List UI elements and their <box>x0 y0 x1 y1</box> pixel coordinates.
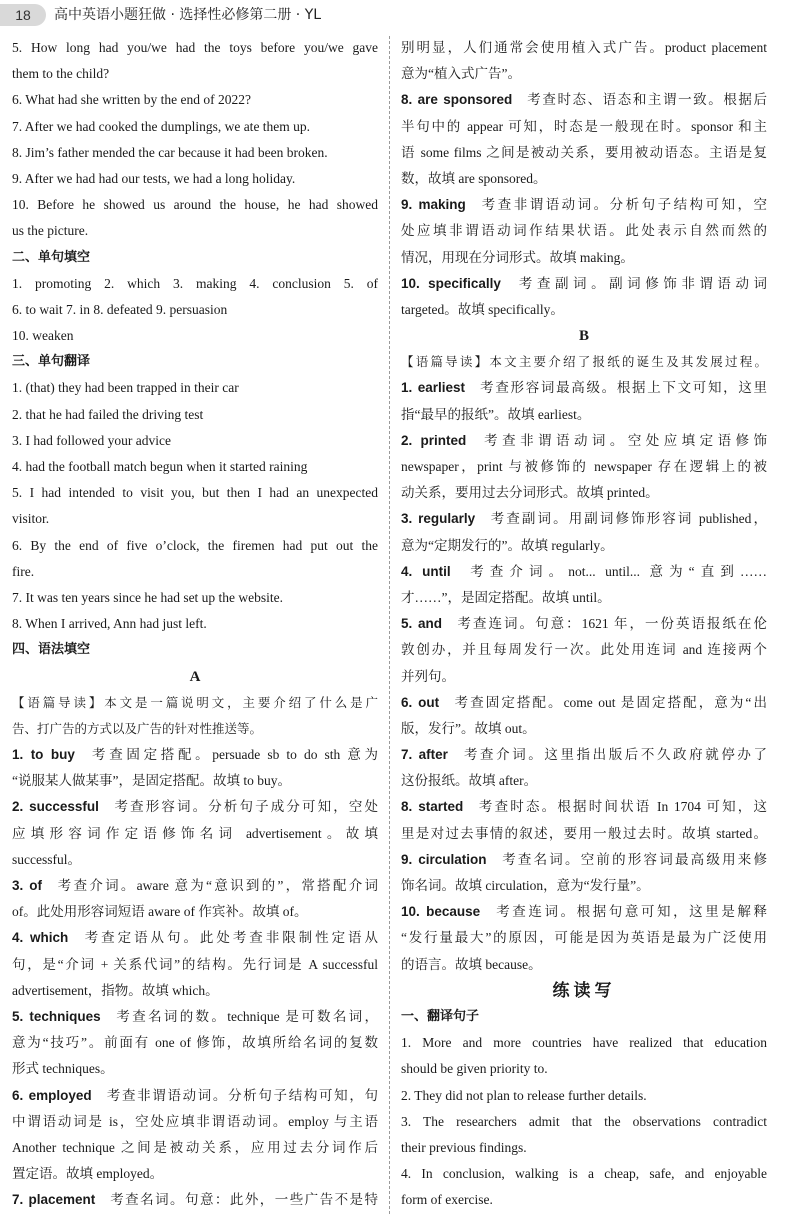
line-text: 1. More and more countries have realized that education <box>401 1035 767 1051</box>
line-text: advertisement，指物。故填 which。 <box>12 982 219 998</box>
answer-key: 3. of <box>12 878 43 893</box>
text-line <box>12 952 378 978</box>
text-line <box>401 1109 767 1135</box>
line-text: 意为“技巧”。前面有 one of 修饰，故填所给名词的复数 <box>12 1035 378 1051</box>
line-text: should be given priority to. <box>401 1061 548 1077</box>
text-line <box>12 899 378 925</box>
text-line <box>401 637 767 663</box>
line-text: 里是对过去事情的叙述，要用一般过去时。故填 started。 <box>401 825 767 841</box>
text-line <box>401 480 767 506</box>
text-line <box>401 742 767 768</box>
line-text: 4. had the football match begun when it started raining <box>12 459 308 474</box>
line-text: 7. After we had cooked the dumplings, we ate them up. <box>12 118 311 134</box>
line-text: 数，故填 are sponsored。 <box>401 170 547 186</box>
line-text: 考查固定搭配。persuade sb to do sth 意为 <box>88 747 378 763</box>
text-line <box>401 454 767 480</box>
answer-key: 2. printed <box>401 432 467 448</box>
text-line <box>401 140 767 166</box>
answer-key: 5. techniques <box>12 1008 101 1024</box>
line-text: 二、单句填空 <box>12 249 91 265</box>
text-line <box>12 166 378 192</box>
right-column <box>401 35 767 1213</box>
line-text: 1. (that) they had been trapped in their car <box>12 380 239 396</box>
text-line <box>12 61 378 87</box>
line-text: 动关系，要用过去分词形式。故填 printed。 <box>401 485 659 501</box>
text-line <box>12 925 378 951</box>
line-text: 句，是“介词 + 关系代词”的结构。先行词是 A successful <box>12 956 378 972</box>
line-text: 1. promoting 2. which 3. making 4. conclusion 5. of <box>12 275 378 291</box>
answer-key: 3. regularly <box>401 511 476 527</box>
answer-key: 9. circulation <box>401 851 487 867</box>
line-text: 8. When I arrived, Ann had just left. <box>12 616 207 632</box>
line-text: 考查名词的数。technique 是可数名词， <box>114 1008 378 1024</box>
line-text: 10. weaken <box>12 328 74 344</box>
line-text: 考查固定搭配。come out 是固定搭配，意为“出 <box>452 694 767 710</box>
text-line <box>12 585 378 611</box>
line-text: 处应填非谓语动词作结果状语。此处表示自然而然的 <box>401 223 767 239</box>
text-line <box>12 821 378 847</box>
line-text: fire. <box>12 563 35 579</box>
line-text: 5. I had intended to visit you, but then I had an unexpected <box>12 485 378 501</box>
text-line <box>12 375 378 401</box>
line-text: 指“最早的报纸”。故填 earliest。 <box>401 406 591 422</box>
answer-key: 7. placement <box>12 1192 96 1208</box>
line-text: 情况，用现在分词形式。故填 making。 <box>401 249 634 265</box>
part-heading <box>12 664 378 690</box>
text-line <box>401 375 767 401</box>
line-text: 考查介词。aware 意为“意识到的”，常搭配介词 <box>55 878 378 893</box>
line-text: 6. to wait 7. in 8. defeated 9. persuasion <box>12 301 228 317</box>
column-divider <box>389 36 390 1214</box>
line-text: 3. I had followed your advice <box>12 432 171 448</box>
line-text: 3. The researchers admit that the observations contradict <box>401 1113 767 1129</box>
text-line <box>401 87 767 113</box>
text-line <box>401 794 767 820</box>
line-text: 语 some films 之间是被动关系，要用被动语态。主语是复 <box>401 144 767 160</box>
line-text: us the picture. <box>12 223 89 239</box>
text-line <box>12 140 378 166</box>
line-text: 10. Before he showed us around the house, he had showed <box>12 197 378 213</box>
text-line <box>401 1135 767 1161</box>
text-line <box>401 1056 767 1082</box>
line-text: successful。 <box>12 851 81 867</box>
text-line <box>12 716 378 742</box>
line-text: Another technique 之间是被动关系，应用过去分词作后 <box>12 1139 378 1155</box>
line-text: newspaper，print 与被修饰的 newspaper 存在逻辑上的被 <box>401 459 767 474</box>
line-text: 别明显，人们通常会使用植入式广告。product placement <box>401 40 767 55</box>
line-text: 意为“定期发行的”。故填 regularly。 <box>401 537 614 553</box>
line-text: 考查副词。用副词修饰形容词 published， <box>488 511 767 527</box>
line-text: visitor. <box>12 511 50 527</box>
part-heading <box>401 978 767 1004</box>
text-line <box>401 1187 767 1213</box>
line-text: 考查形容词最高级。根据上下文可知，这里 <box>478 380 767 396</box>
line-text: A <box>189 668 201 685</box>
text-line <box>401 873 767 899</box>
line-text: 考查连词。句意：1621 年，一份英语报纸在伦 <box>455 616 767 632</box>
answer-key: 8. started <box>401 799 464 815</box>
text-line <box>12 1135 378 1161</box>
text-line <box>401 506 767 532</box>
text-line <box>12 1030 378 1056</box>
line-text: 考查时态。根据时间状语 In 1704 可知，这 <box>476 799 767 815</box>
text-line <box>401 690 767 716</box>
line-text: 形式 techniques。 <box>12 1061 114 1077</box>
section-heading <box>12 245 378 271</box>
text-line <box>12 297 378 323</box>
text-line <box>12 1109 378 1135</box>
line-text: 半句中的 appear 可知，时态是一般现在时。sponsor 和主 <box>401 118 767 134</box>
text-line <box>401 716 767 742</box>
text-line <box>401 664 767 690</box>
text-line <box>401 166 767 192</box>
text-line <box>401 35 767 61</box>
text-line <box>12 35 378 61</box>
text-line <box>401 1161 767 1187</box>
page-header <box>0 0 790 32</box>
line-text: 6. What had she written by the end of 2022? <box>12 92 251 108</box>
text-line <box>12 506 378 532</box>
line-text: 9. After we had had our tests, we had a long holiday. <box>12 170 296 186</box>
text-line <box>12 873 378 899</box>
text-line <box>12 847 378 873</box>
line-text: 才……”，是固定搭配。故填 until。 <box>401 589 611 605</box>
answer-key: 10. because <box>401 904 481 920</box>
line-text: them to the child? <box>12 66 110 82</box>
line-text: 考查连词。根据句意可知，这里是解释 <box>493 904 767 920</box>
line-text: 敦创办，并且每周发行一次。此处用连词 and 连接两个 <box>401 642 767 658</box>
text-line <box>12 611 378 637</box>
line-text: 三、单句翻译 <box>12 354 91 370</box>
text-line <box>401 114 767 140</box>
line-text: 考查介词。这里指出版后不久政府就停办了 <box>461 747 767 763</box>
text-line <box>12 87 378 113</box>
answer-key: 1. to buy <box>12 747 75 763</box>
line-text: 四、语法填空 <box>12 642 91 658</box>
line-text: 中谓语动词是 is，空处应填非谓语动词。employ 与主语 <box>12 1113 378 1129</box>
line-text: 考查定语从句。此处考查非限制性定语从 <box>81 930 378 946</box>
line-text: 【语篇导读】本文是一篇说明文，主要介绍了什么是广 <box>12 694 378 710</box>
book-title: 高中英语小题狂做 · 选择性必修第二册 · YL <box>54 7 322 23</box>
line-text: of。此处用形容词短语 aware of 作宾补。故填 of。 <box>12 904 308 920</box>
answer-key: 8. are sponsored <box>401 92 513 108</box>
line-text: 考查非谓语动词。分析句子结构可知，句 <box>105 1087 378 1103</box>
text-line <box>12 794 378 820</box>
line-text: targeted。故填 specifically。 <box>401 301 564 317</box>
page-number: 18 <box>0 4 46 26</box>
text-line <box>401 585 767 611</box>
text-line <box>401 925 767 951</box>
line-text: 考查形容词。分析句子成分可知，空处 <box>112 799 378 815</box>
text-line <box>401 952 767 978</box>
line-text: 练读写 <box>552 980 616 1001</box>
answer-key: 5. and <box>401 616 443 632</box>
line-text: 一、翻译句子 <box>401 1008 480 1024</box>
line-text: 2. that he had failed the driving test <box>12 406 204 422</box>
text-line <box>401 402 767 428</box>
text-line <box>401 847 767 873</box>
answer-key: 9. making <box>401 197 466 213</box>
answer-key: 6. out <box>401 694 440 710</box>
text-line <box>12 192 378 218</box>
answer-key: 4. which <box>12 930 69 946</box>
section-heading <box>12 637 378 663</box>
line-text: 【语篇导读】本文主要介绍了报纸的诞生及其发展过程。 <box>401 354 767 370</box>
text-line <box>12 323 378 349</box>
line-text: 考查非谓语动词。分析句子结构可知，空 <box>479 197 767 213</box>
text-line <box>12 1056 378 1082</box>
text-line <box>12 978 378 1004</box>
text-line <box>401 192 767 218</box>
line-text: 考查介词。not... until... 意为“直到…… <box>464 563 767 579</box>
text-line <box>12 768 378 794</box>
text-line <box>12 742 378 768</box>
text-line <box>401 349 767 375</box>
line-text: “说服某人做某事”，是固定搭配。故填 to buy。 <box>12 773 291 789</box>
text-line <box>401 297 767 323</box>
text-line <box>12 454 378 480</box>
line-text: 2. They did not plan to release further details. <box>401 1087 647 1103</box>
text-line <box>12 1187 378 1213</box>
line-text: 置定语。故填 employed。 <box>12 1166 164 1182</box>
text-line <box>401 61 767 87</box>
line-text: B <box>578 328 589 345</box>
text-line <box>12 271 378 297</box>
text-line <box>401 768 767 794</box>
text-line <box>401 559 767 585</box>
answer-key: 10. specifically <box>401 275 501 291</box>
text-line <box>12 1083 378 1109</box>
line-text: 并列句。 <box>401 668 455 684</box>
text-line <box>401 1030 767 1056</box>
text-line <box>401 533 767 559</box>
left-column <box>12 35 378 1213</box>
answer-key: 1. earliest <box>401 380 465 396</box>
line-text: 考查名词。空前的形容词最高级用来修 <box>499 851 767 867</box>
line-text: 8. Jim’s father mended the car because it had been broken. <box>12 144 328 160</box>
text-line <box>401 218 767 244</box>
line-text: 考查非谓语动词。空处应填定语修饰 <box>479 432 767 448</box>
text-line <box>12 428 378 454</box>
answer-key: 2. successful <box>12 799 99 815</box>
text-line <box>12 559 378 585</box>
text-line <box>401 821 767 847</box>
line-text: 这份报纸。故填 after。 <box>401 773 538 789</box>
part-heading <box>401 323 767 349</box>
line-text: 6. By the end of five o’clock, the firemen had put out the <box>12 537 378 553</box>
text-line <box>12 1004 378 1030</box>
text-line <box>401 271 767 297</box>
answer-key: 4. until <box>401 563 451 579</box>
line-text: 应填形容词作定语修饰名词 advertisement。故填 <box>12 825 378 841</box>
text-line <box>12 1161 378 1187</box>
line-text: 考查名词。句意：此外，一些广告不是特 <box>108 1192 378 1208</box>
text-line <box>12 114 378 140</box>
text-line <box>12 690 378 716</box>
section-heading <box>401 1004 767 1030</box>
line-text: 饰名词。故填 circulation，意为“发行量”。 <box>401 878 650 893</box>
text-line <box>401 611 767 637</box>
line-text: 意为“植入式广告”。 <box>401 66 521 82</box>
line-text: “发行量最大”的原因，可能是因为英语是最为广泛使用 <box>401 930 767 946</box>
line-text: 的语言。故填 because。 <box>401 956 542 972</box>
text-line <box>12 218 378 244</box>
line-text: 考查副词。副词修饰非谓语动词 <box>514 275 767 291</box>
text-line <box>401 428 767 454</box>
line-text: their previous findings. <box>401 1139 527 1155</box>
line-text: 考查时态、语态和主谓一致。根据后 <box>525 92 767 108</box>
text-line <box>401 245 767 271</box>
section-heading <box>12 349 378 375</box>
line-text: 7. It was ten years since he had set up the website. <box>12 589 284 605</box>
text-line <box>401 1083 767 1109</box>
text-line <box>12 402 378 428</box>
line-text: 4. In conclusion, walking is a cheap, safe, and enjoyable <box>401 1166 767 1182</box>
answer-key: 6. employed <box>12 1087 92 1103</box>
text-line <box>12 533 378 559</box>
answer-key: 7. after <box>401 747 448 763</box>
line-text: 版，发行”。故填 out。 <box>401 720 536 736</box>
text-line <box>401 899 767 925</box>
line-text: 告、打广告的方式以及广告的针对性推送等。 <box>12 720 263 736</box>
line-text: 5. How long had you/we had the toys before you/we gave <box>12 40 378 55</box>
text-line <box>12 480 378 506</box>
line-text: form of exercise. <box>401 1192 493 1208</box>
